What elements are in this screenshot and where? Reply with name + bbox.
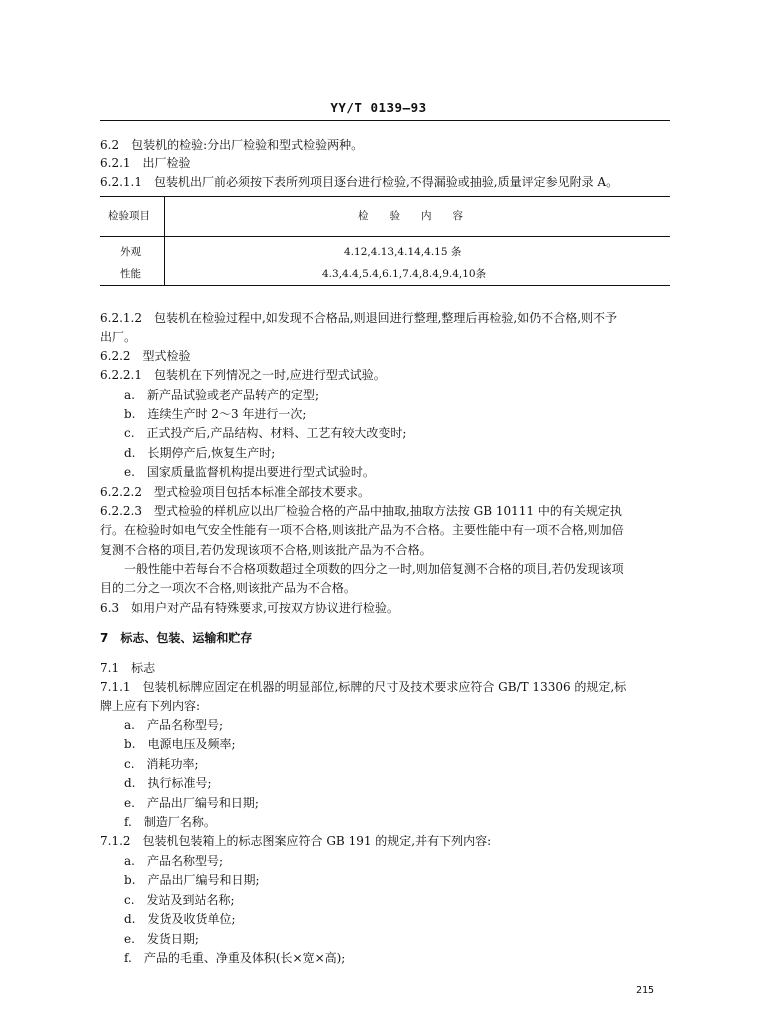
list-item: e. 产品出厂编号和日期;: [124, 796, 259, 810]
table-row-item: 外观: [120, 246, 141, 258]
table-row-content: 4.12,4.13,4.14,4.15 条: [344, 246, 462, 258]
list-item: c. 发站及到站名称;: [124, 893, 235, 907]
list-item: a. 产品名称型号;: [124, 854, 224, 868]
table-header-content: 检 验 内 容: [358, 210, 463, 222]
list-item: d. 长期停产后,恢复生产时;: [124, 446, 276, 460]
clause-6-2-1-1: 6.2.1.1 包装机出厂前必须按下表所列项目逐台进行检验,不得漏验或抽验,质量评定参见附录 A。: [100, 175, 619, 189]
clause-7-1: 7.1 标志: [100, 661, 156, 675]
table-top-rule: [100, 196, 670, 197]
paragraph-line: 牌上应有下列内容:: [100, 699, 201, 713]
table-row-item: 性能: [120, 268, 141, 280]
inspection-table: [100, 196, 670, 286]
clause-6-2-2: 6.2.2 型式检验: [100, 349, 191, 363]
list-item: f. 产品的毛重、净重及体积(长×宽×高);: [124, 951, 346, 965]
section-7-heading: 7 标志、包装、运输和贮存: [100, 631, 253, 645]
paragraph-line: 一般性能中若每台不合格项数超过全项数的四分之一时,则加倍复测不合格的项目,若仍发现该项: [124, 562, 624, 576]
page-number: 215: [636, 985, 655, 996]
list-item: a. 新产品试验或老产品转产的定型;: [124, 388, 320, 402]
clause-6-2-2-3: 6.2.2.3 型式检验的样机应以出厂检验合格的产品中抽取,抽取方法按 GB 10111 中的有关规定执: [100, 504, 622, 518]
list-item: b. 电源电压及频率;: [124, 737, 236, 751]
paragraph-line: 出厂。: [100, 330, 137, 344]
paragraph-line: 行。在检验时如电气安全性能有一项不合格,则该批产品为不合格。主要性能中有一项不合格,则加倍: [100, 523, 624, 537]
list-item: f. 制造厂名称。: [124, 815, 216, 829]
list-item: a. 产品名称型号;: [124, 718, 224, 732]
paragraph-line: 复测不合格的项目,若仍发现该项不合格,则该批产品为不合格。: [100, 543, 432, 557]
standard-header: YY/T 0139—93: [330, 100, 427, 115]
clause-6-2: 6.2 包装机的检验:分出厂检验和型式检验两种。: [100, 138, 364, 152]
list-item: e. 国家质量监督机构提出要进行型式试验时。: [124, 465, 375, 479]
list-item: b. 连续生产时 2～3 年进行一次;: [124, 407, 307, 421]
list-item: e. 发货日期;: [124, 932, 199, 946]
clause-6-2-2-2: 6.2.2.2 型式检验项目包括本标准全部技术要求。: [100, 485, 370, 499]
clause-6-2-1: 6.2.1 出厂检验: [100, 156, 191, 170]
clause-7-1-2: 7.1.2 包装机包装箱上的标志图案应符合 GB 191 的规定,并有下列内容:: [100, 834, 492, 848]
list-item: d. 执行标准号;: [124, 776, 212, 790]
clause-6-3: 6.3 如用户对产品有特殊要求,可按双方协议进行检验。: [100, 601, 399, 615]
clause-6-2-1-2: 6.2.1.2 包装机在检验过程中,如发现不合格品,则退回进行整理,整理后再检验,如仍不合格,则不予: [100, 311, 618, 325]
list-item: c. 消耗功率;: [124, 757, 199, 771]
clause-7-1-1: 7.1.1 包装机标牌应固定在机器的明显部位,标牌的尺寸及技术要求应符合 GB/T 13306 的规定,标: [100, 680, 627, 694]
list-item: d. 发货及收货单位;: [124, 912, 236, 926]
paragraph-line: 目的二分之一项次不合格,则该批产品为不合格。: [100, 581, 356, 595]
list-item: b. 产品出厂编号和日期;: [124, 873, 260, 887]
table-header-rule: [100, 236, 670, 237]
table-bottom-rule: [100, 285, 670, 286]
table-header-item: 检验项目: [108, 210, 150, 222]
list-item: c. 正式投产后,产品结构、材料、工艺有较大改变时;: [124, 426, 407, 440]
clause-6-2-2-1: 6.2.2.1 包装机在下列情况之一时,应进行型式试验。: [100, 368, 386, 382]
table-row-content: 4.3,4.4,5.4,6.1,7.4,8.4,9.4,10条: [322, 268, 487, 280]
header-rule: [100, 120, 670, 121]
table-column-divider: [164, 196, 165, 285]
